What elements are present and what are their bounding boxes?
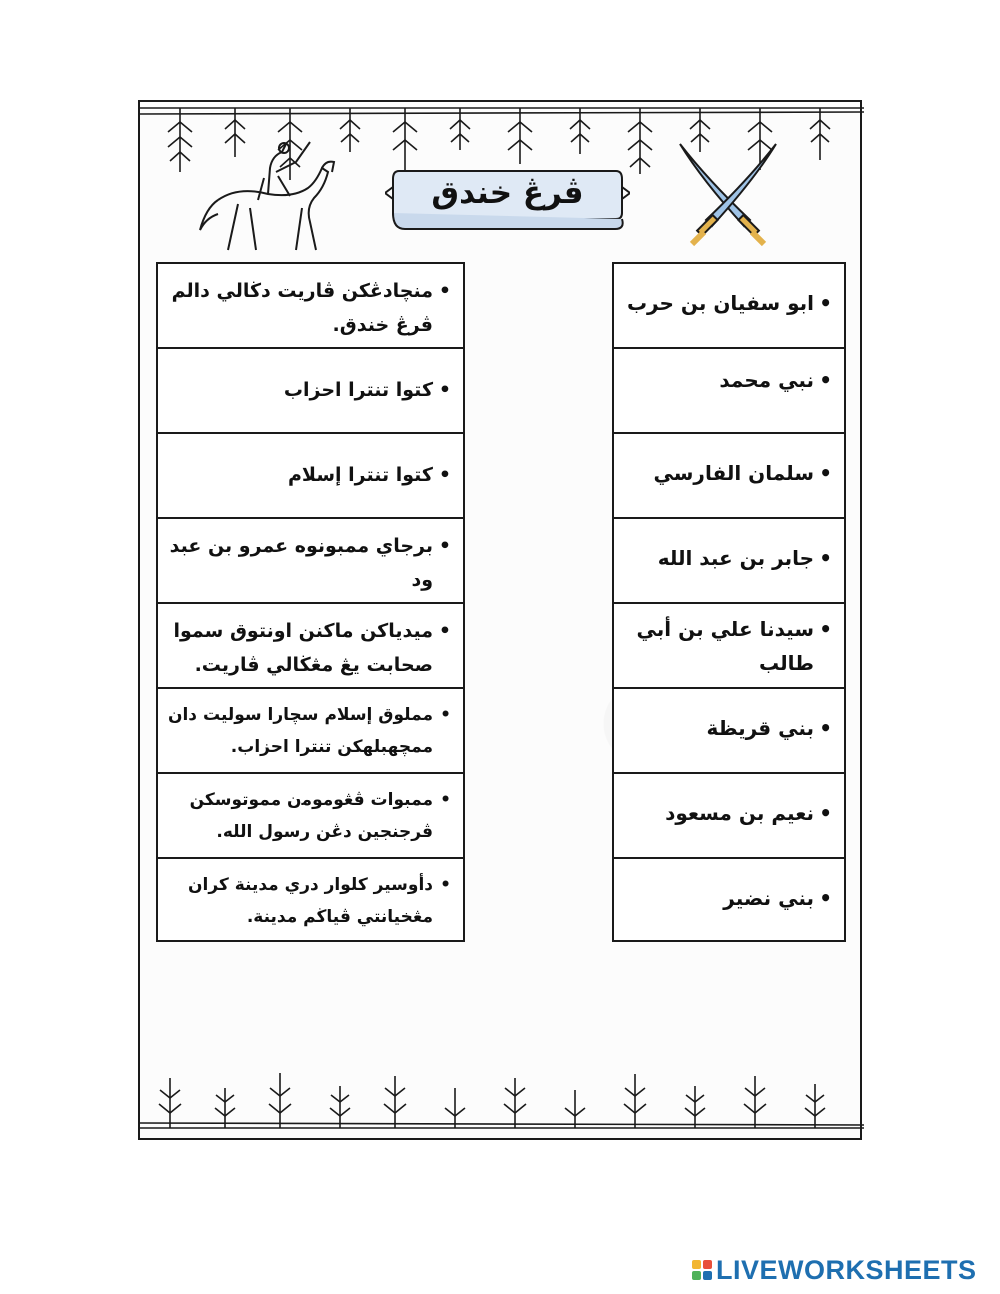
bullet: • — [819, 617, 832, 641]
bullet: • — [819, 546, 832, 570]
horse-rider-icon — [198, 138, 338, 256]
bullet: • — [819, 801, 832, 825]
list-item — [614, 519, 844, 604]
list-item — [158, 859, 463, 944]
list-item — [614, 859, 844, 944]
item-text: سلمان الفارسي — [653, 461, 814, 485]
list-item — [158, 349, 463, 434]
list-item — [158, 604, 463, 689]
item-text: برجاي ممبونوه عمرو بن عبد ود — [169, 535, 433, 591]
item-text: كتوا تنترا احزاب — [283, 379, 433, 401]
list-item — [614, 264, 844, 349]
bullet: • — [819, 368, 832, 392]
page-title: ڤرڠ خندق — [431, 175, 584, 211]
leaf-branches-icon — [140, 1068, 864, 1138]
bullet: • — [438, 535, 451, 557]
logo-squares-icon — [692, 1260, 712, 1280]
item-text: سيدنا علي بن أبي طالب — [636, 617, 814, 675]
list-item — [158, 264, 463, 349]
item-text: بني نضير — [723, 886, 814, 910]
crossed-swords-icon — [672, 140, 784, 252]
list-item — [614, 349, 844, 434]
item-text: مملوق إسلام سچارا سوليت دان ممچهبلهكن تنترا احزاب. — [167, 705, 433, 757]
item-text: بني قريظة — [706, 716, 814, 740]
list-item — [158, 434, 463, 519]
bullet: • — [819, 461, 832, 485]
item-text: ممبوات ڤڠوموﻣن مموتوسكن ڤرجنجين دڠن رسول الله. — [189, 790, 433, 842]
bullet: • — [440, 875, 451, 895]
list-item — [158, 689, 463, 774]
list-item — [158, 519, 463, 604]
item-text: ميدياكن ماكنن اونتوق سموا صحابت يڠ مڠڬالي ڤاريت. — [173, 620, 433, 676]
item-text: ابو سفيان بن حرب — [626, 291, 814, 315]
list-item — [614, 774, 844, 859]
item-text: جابر بن عبد الله — [657, 546, 814, 570]
list-item — [614, 689, 844, 774]
item-text: نعيم بن مسعود — [665, 801, 814, 825]
list-item — [614, 604, 844, 689]
item-text: منچادڠكن ڤاريت دڬالي دالم ڤرڠ خندق. — [171, 280, 433, 336]
bullet: • — [438, 280, 451, 302]
logo-text: LIVEWORKSHEETS — [716, 1254, 977, 1285]
item-text: كتوا تنترا إسلام — [288, 464, 433, 486]
bullet: • — [440, 705, 451, 725]
item-text: دأوسير كلوار دري مدينة كران مڠخيانتي ڤياڬم مدينة. — [188, 875, 433, 927]
right-column-table — [612, 262, 846, 942]
liveworksheets-logo[interactable] — [692, 1253, 977, 1287]
bullet: • — [438, 464, 451, 486]
left-column-table — [156, 262, 465, 942]
bullet: • — [819, 291, 832, 315]
bullet: • — [440, 790, 451, 810]
bullet: • — [438, 620, 451, 642]
item-text: نبي محمد — [719, 368, 814, 392]
bullet: • — [819, 716, 832, 740]
bullet: • — [438, 379, 451, 401]
list-item — [614, 434, 844, 519]
bullet: • — [819, 886, 832, 910]
list-item — [158, 774, 463, 859]
